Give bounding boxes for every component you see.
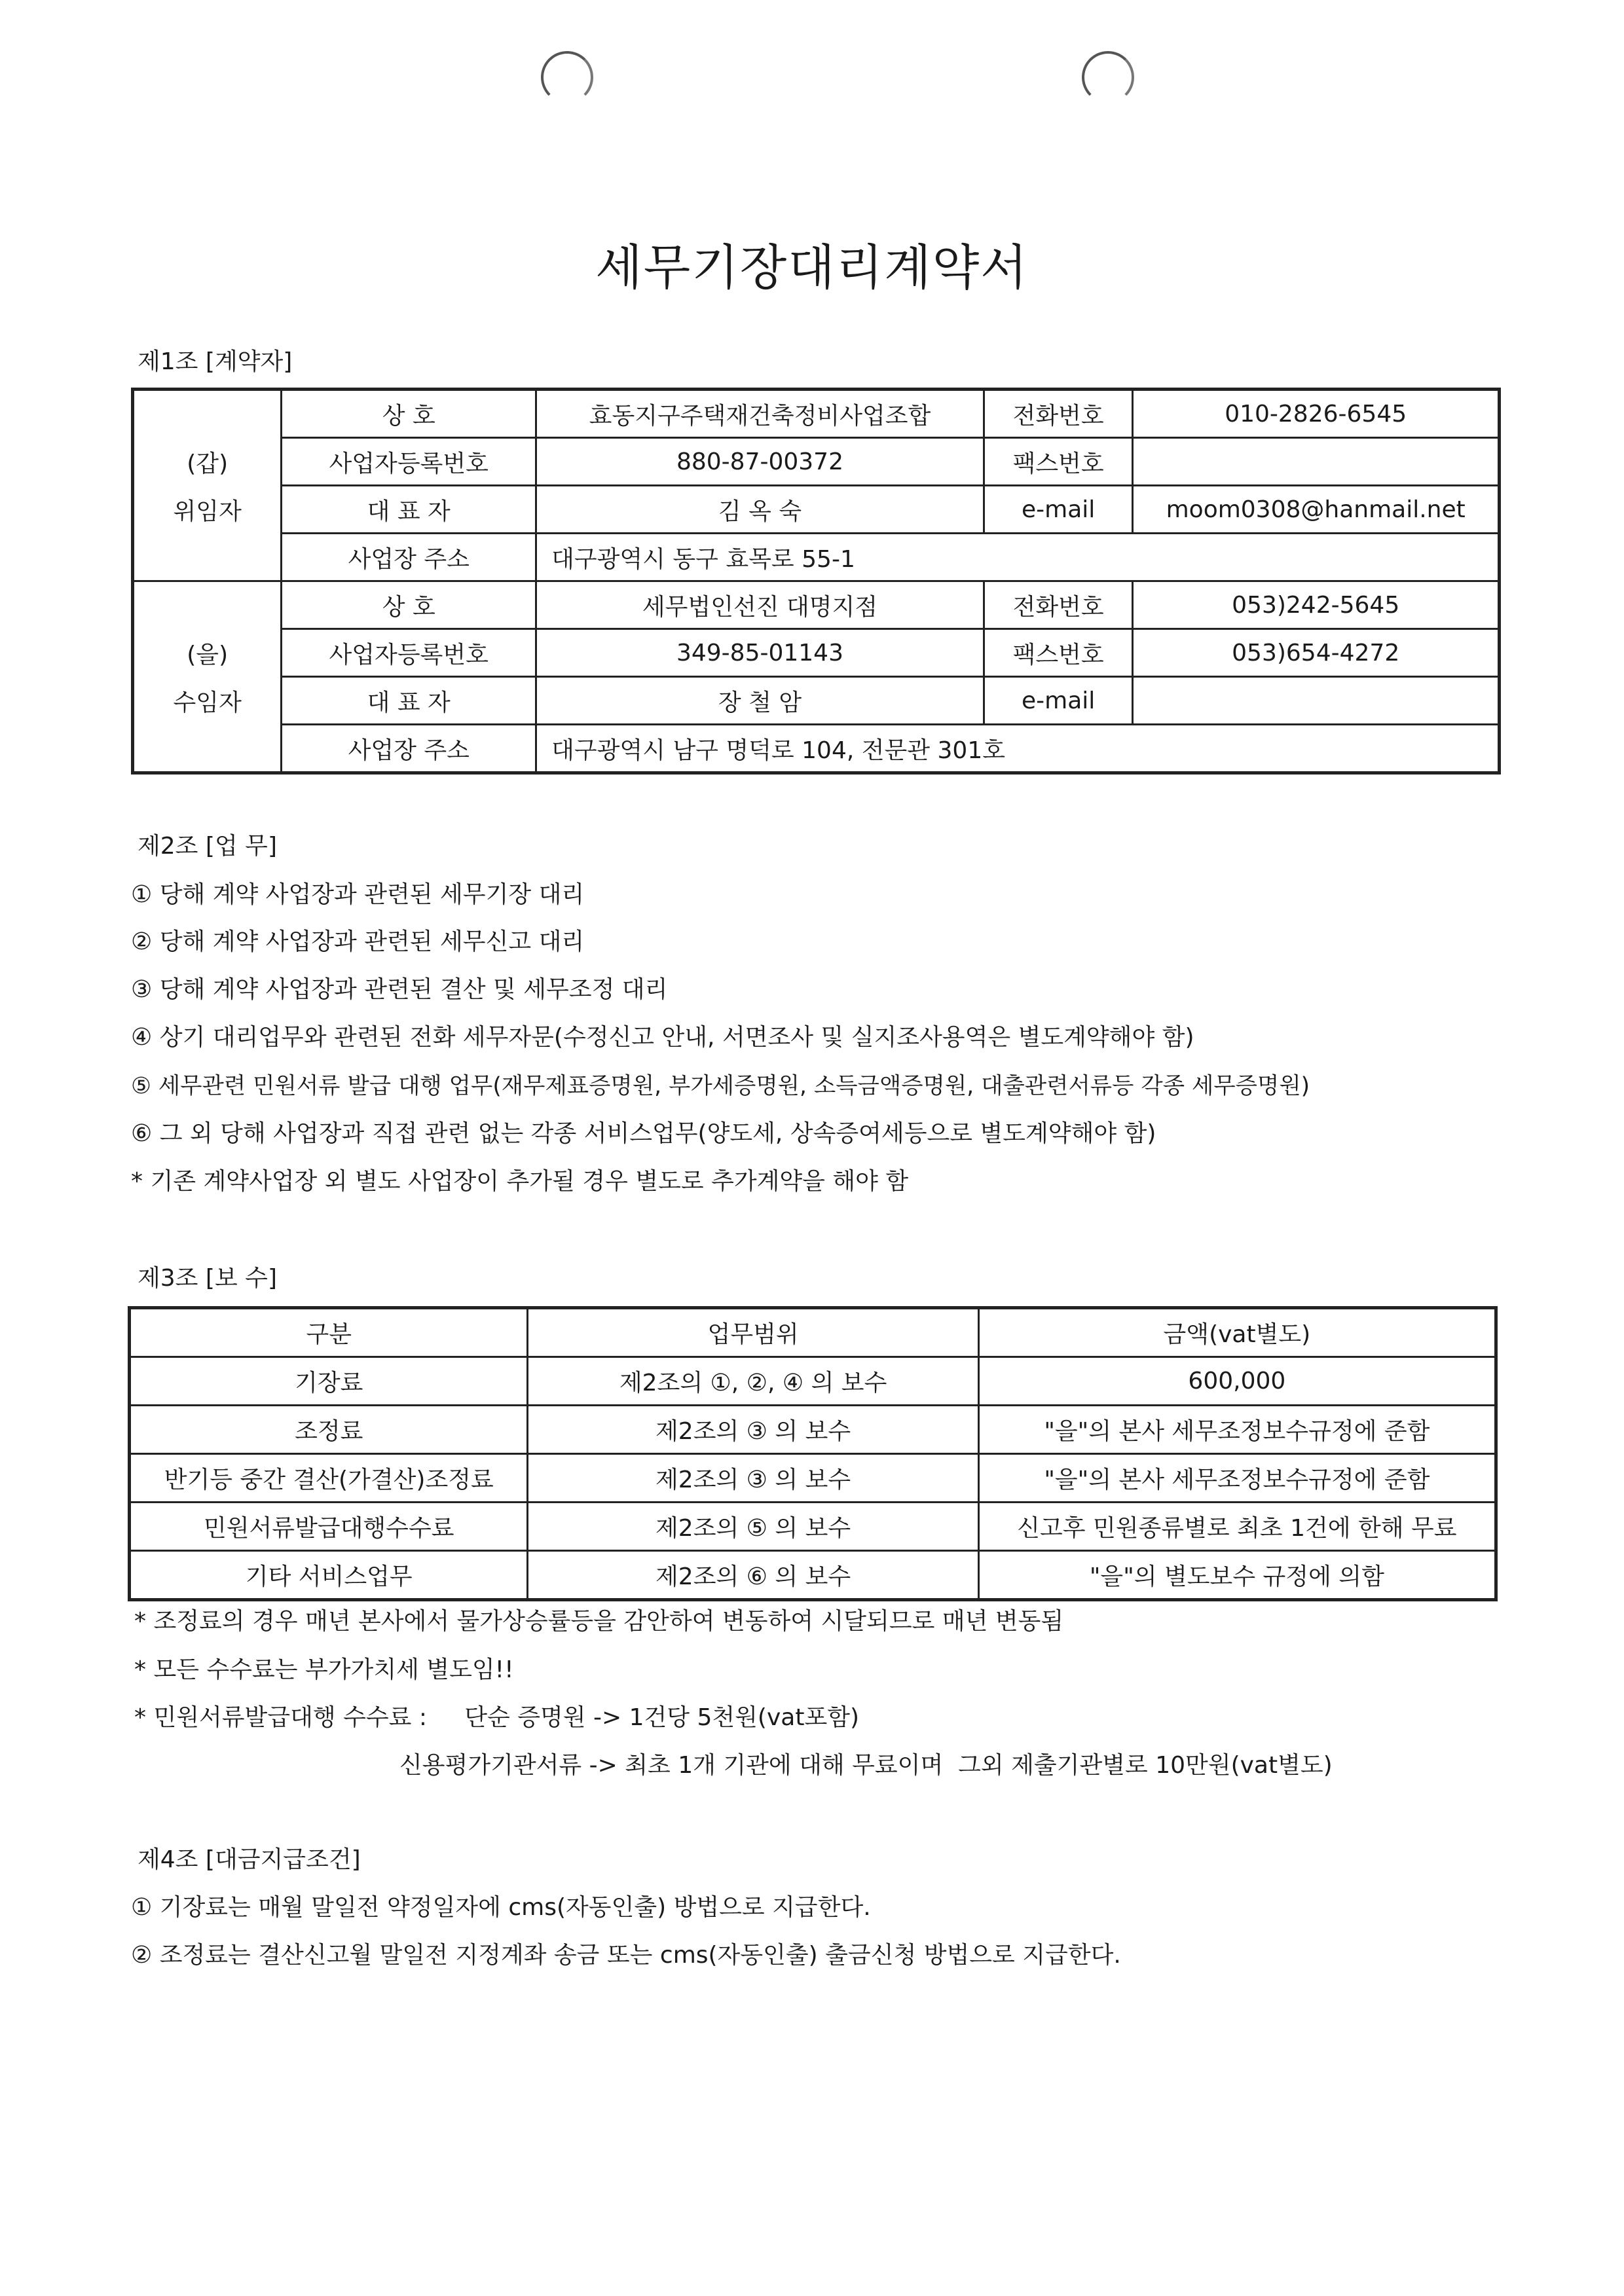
row-scope: 제2조의 ⑥ 의 보수 xyxy=(528,1551,978,1600)
art2-item: ⑥ 그 외 당해 사업장과 직접 관련 없는 각종 서비스업무(양도세, 상속증여세등으로 별도계약해야 함) xyxy=(131,1120,1156,1147)
party-b-email-label: e-mail xyxy=(984,677,1132,725)
party-b-reg-label: 사업자등록번호 xyxy=(282,629,536,677)
table-row xyxy=(133,390,1500,438)
party-a-name-label: 상 호 xyxy=(282,390,536,438)
art3-note: * 민원서류발급대행 수수료 : 단순 증명원 -> 1건당 5천원(vat포함) xyxy=(134,1704,860,1731)
party-b-phone: 053)242-5645 xyxy=(1133,581,1500,629)
party-a-addr: 대구광역시 동구 효목로 55-1 xyxy=(536,534,1500,581)
party-a-rep: 김 옥 숙 xyxy=(536,486,984,534)
row-amount: 신고후 민원종류별로 최초 1건에 한해 무료 xyxy=(978,1503,1496,1551)
row-category: 민원서류발급대행수수료 xyxy=(130,1503,528,1551)
party-a-phone-label: 전화번호 xyxy=(984,390,1132,438)
art4-item: ① 기장료는 매월 말일전 약정일자에 cms(자동인출) 방법으로 지급한다. xyxy=(131,1894,871,1921)
art2-heading: 제2조 [업 무] xyxy=(138,833,277,860)
party-a-cell xyxy=(133,534,282,581)
table-row xyxy=(133,534,1500,581)
party-b-name: 세무법인선진 대명지점 xyxy=(536,581,984,629)
party-a-reg-label: 사업자등록번호 xyxy=(282,438,536,486)
table-row xyxy=(133,629,1500,677)
party-a-email: moom0308@hanmail.net xyxy=(1133,486,1500,534)
art2-item: * 기존 계약사업장 외 별도 사업장이 추가될 경우 별도로 추가계약을 해야 함 xyxy=(131,1168,909,1195)
table-row xyxy=(130,1406,1496,1454)
header-category: 구분 xyxy=(130,1308,528,1357)
party-a-rep-label: 대 표 자 xyxy=(282,486,536,534)
art2-item: ④ 상기 대리업무와 관련된 전화 세무자문(수정신고 안내, 서면조사 및 실지조사용역은 별도계약해야 함) xyxy=(131,1024,1194,1051)
row-amount: 600,000 xyxy=(978,1357,1496,1406)
party-b-email xyxy=(1133,677,1500,725)
table-row xyxy=(130,1551,1496,1600)
row-category: 기장료 xyxy=(130,1357,528,1406)
art1-heading: 제1조 [계약자] xyxy=(138,348,293,375)
party-a-addr-label: 사업장 주소 xyxy=(282,534,536,581)
table-row xyxy=(133,486,1500,534)
party-b-addr-label: 사업장 주소 xyxy=(282,725,536,773)
art2-item: ② 당해 계약 사업장과 관련된 세무신고 대리 xyxy=(131,928,585,955)
party-a-fax xyxy=(1133,438,1500,486)
party-b-name-label: 상 호 xyxy=(282,581,536,629)
row-amount: "을"의 별도보수 규정에 의함 xyxy=(978,1551,1496,1600)
art3-note: 신용평가기관서류 -> 최초 1개 기관에 대해 무료이며 그외 제출기관별로 10만원(vat별도) xyxy=(399,1752,1333,1779)
row-category: 기타 서비스업무 xyxy=(130,1551,528,1600)
binder-hole-right xyxy=(1082,51,1134,103)
party-a-fax-label: 팩스번호 xyxy=(984,438,1132,486)
art2-item: ① 당해 계약 사업장과 관련된 세무기장 대리 xyxy=(131,881,585,908)
header-amount: 금액(vat별도) xyxy=(978,1308,1496,1357)
table-row xyxy=(130,1454,1496,1503)
row-scope: 제2조의 ③ 의 보수 xyxy=(528,1406,978,1454)
row-scope: 제2조의 ①, ②, ④ 의 보수 xyxy=(528,1357,978,1406)
party-a-name: 효동지구주택재건축정비사업조합 xyxy=(536,390,984,438)
art4-heading: 제4조 [대금지급조건] xyxy=(138,1846,361,1873)
row-amount: "을"의 본사 세무조정보수규정에 준함 xyxy=(978,1454,1496,1503)
party-b-addr: 대구광역시 남구 명덕로 104, 전문관 301호 xyxy=(536,725,1500,773)
party-b-phone-label: 전화번호 xyxy=(984,581,1132,629)
table-header-row xyxy=(130,1308,1496,1357)
table-row xyxy=(133,677,1500,725)
table-row xyxy=(130,1357,1496,1406)
table-row xyxy=(133,725,1500,773)
table-row xyxy=(133,438,1500,486)
party-a-label1: (갑) xyxy=(133,438,282,486)
fee-table xyxy=(128,1306,1498,1601)
art2-item: ③ 당해 계약 사업장과 관련된 결산 및 세무조정 대리 xyxy=(131,976,668,1003)
row-scope: 제2조의 ⑤ 의 보수 xyxy=(528,1503,978,1551)
party-b-rep: 장 철 암 xyxy=(536,677,984,725)
party-a-email-label: e-mail xyxy=(984,486,1132,534)
party-a-phone: 010-2826-6545 xyxy=(1133,390,1500,438)
art3-note: * 모든 수수료는 부가가치세 별도임!! xyxy=(134,1656,514,1683)
row-category: 조정료 xyxy=(130,1406,528,1454)
party-a-cell xyxy=(133,390,282,438)
row-scope: 제2조의 ③ 의 보수 xyxy=(528,1454,978,1503)
party-b-reg: 349-85-01143 xyxy=(536,629,984,677)
art3-heading: 제3조 [보 수] xyxy=(138,1265,277,1292)
row-amount: "을"의 본사 세무조정보수규정에 준함 xyxy=(978,1406,1496,1454)
party-b-rep-label: 대 표 자 xyxy=(282,677,536,725)
table-row xyxy=(130,1503,1496,1551)
document-title: 세무기장대리계약서 xyxy=(595,240,1029,296)
binder-hole-left xyxy=(541,51,593,103)
art2-item: ⑤ 세무관련 민원서류 발급 대행 업무(재무제표증명원, 부가세증명원, 소득금액증명원, 대출관련서류등 각종 세무증명원) xyxy=(131,1073,1310,1099)
party-b-cell xyxy=(133,581,282,629)
party-a-label2: 위임자 xyxy=(133,486,282,534)
party-b-label1: (을) xyxy=(133,629,282,677)
party-b-fax-label: 팩스번호 xyxy=(984,629,1132,677)
header-scope: 업무범위 xyxy=(528,1308,978,1357)
art3-note: * 조정료의 경우 매년 본사에서 물가상승률등을 감안하여 변동하여 시달되므로 매년 변동됨 xyxy=(134,1608,1064,1635)
party-b-cell xyxy=(133,725,282,773)
party-a-reg: 880-87-00372 xyxy=(536,438,984,486)
art4-item: ② 조정료는 결산신고월 말일전 지정계좌 송금 또는 cms(자동인출) 출금신청 방법으로 지급한다. xyxy=(131,1942,1121,1969)
party-b-fax: 053)654-4272 xyxy=(1133,629,1500,677)
party-b-label2: 수임자 xyxy=(133,677,282,725)
contractor-table xyxy=(131,388,1501,774)
table-row xyxy=(133,581,1500,629)
row-category: 반기등 중간 결산(가결산)조정료 xyxy=(130,1454,528,1503)
